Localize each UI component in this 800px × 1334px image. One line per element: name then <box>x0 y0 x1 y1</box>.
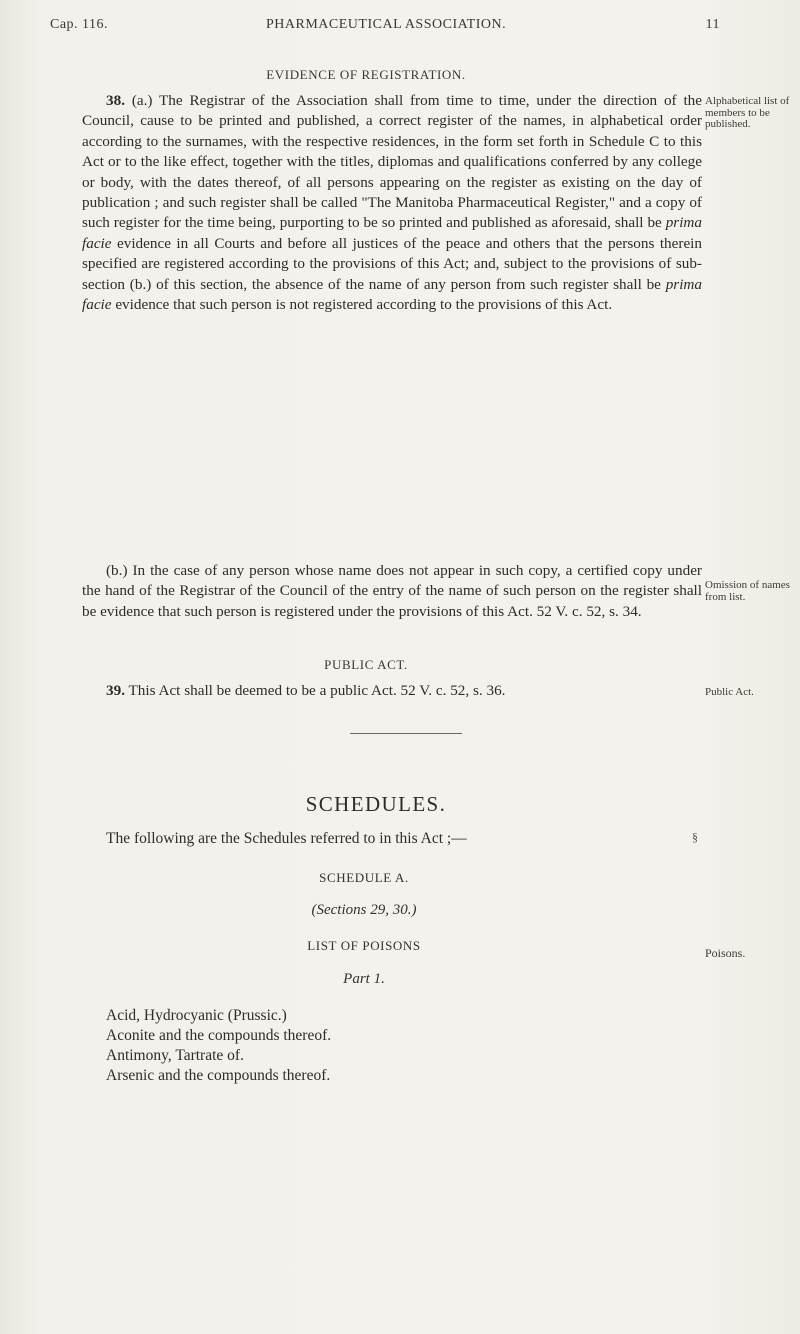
poison-item: Aconite and the compounds thereof. <box>106 1027 332 1044</box>
sections-reference: (Sections 29, 30.) <box>311 902 417 918</box>
section-38a <box>82 91 702 315</box>
section-38a-text-2: evidence in all Courts and before all justices of the peace and others that the persons therein specified are registered according to the provisions of this Act; and, subject to the provisions of sub-section (b.) of this section, the absence of the name of any person from such register shall be <box>82 234 702 293</box>
evidence-heading: EVIDENCE OF REGISTRATION. <box>266 67 466 82</box>
prima-facie-2: prima facie <box>82 275 702 314</box>
section-38b <box>82 561 702 622</box>
part-1-heading: Part 1. <box>343 971 385 987</box>
prima-facie-1: prima facie <box>82 214 702 252</box>
schedule-a-heading: SCHEDULE A. <box>319 870 409 885</box>
list-of-poisons-heading: LIST OF POISONS <box>307 938 421 953</box>
poison-item: Antimony, Tartrate of. <box>106 1047 244 1064</box>
margin-note-poisons: Poisons. <box>705 946 746 960</box>
poison-item: Arsenic and the compounds thereof. <box>106 1067 331 1084</box>
schedules-intro: The following are the Schedules referred to in this Act ;— <box>106 830 467 847</box>
stray-mark: § <box>692 830 698 844</box>
margin-note-omission: Omission of names from list. <box>705 579 790 603</box>
section-39-text: This Act shall be deemed to be a public Act. 52 V. c. 52, s. 36. <box>128 682 506 699</box>
section-39 <box>82 681 702 701</box>
running-title: PHARMACEUTICAL ASSOCIATION. <box>266 17 507 32</box>
section-38a-paragraph <box>82 91 702 315</box>
page-number: 11 <box>705 17 720 32</box>
schedules-title: SCHEDULES. <box>305 792 447 816</box>
margin-note-public-act: Public Act. <box>705 686 754 698</box>
poison-list <box>106 1006 331 1086</box>
public-act-heading: PUBLIC ACT. <box>324 657 408 672</box>
section-38b-paragraph: (b.) In the case of any person whose name does not appear in such copy, a certified copy under the hand of the Registrar of the Council of the entry of the name of such person on the register shall be evidence that such person is registered under the provisions of this Act. 52 V. c. 52, s. 34. <box>82 562 702 620</box>
chapter-label: Cap. 116. <box>50 17 109 32</box>
section-38a-text-1: (a.) The Registrar of the Association shall from time to time, under the direction of the Council, cause to be printed and published, a correct register of the names, in alphabetical order according to the surnames, with the respective residences, in the form set forth in Schedule C to this Act or to the like effect, together with the titles, diplomas and qualifications conferred by any college or body, with the dates thereof, of all persons appearing on the register as existing on the day of publication ; and such register shall be called "The Manitoba Pharmaceutical Register," and a copy of such register for the time being, purporting to be so printed and published as aforesaid, shall be <box>82 92 702 232</box>
section-38a-text-3: evidence that such person is not registered according to the provisions of this Act. <box>115 296 613 314</box>
poison-item: Acid, Hydrocyanic (Prussic.) <box>106 1007 287 1024</box>
section-39-paragraph <box>82 681 702 701</box>
margin-note-alphabetical: Alphabetical list of members to be published. <box>705 95 790 130</box>
section-divider <box>350 733 462 734</box>
section-39-number: 39. <box>106 682 125 699</box>
section-38-number: 38. <box>106 92 125 109</box>
